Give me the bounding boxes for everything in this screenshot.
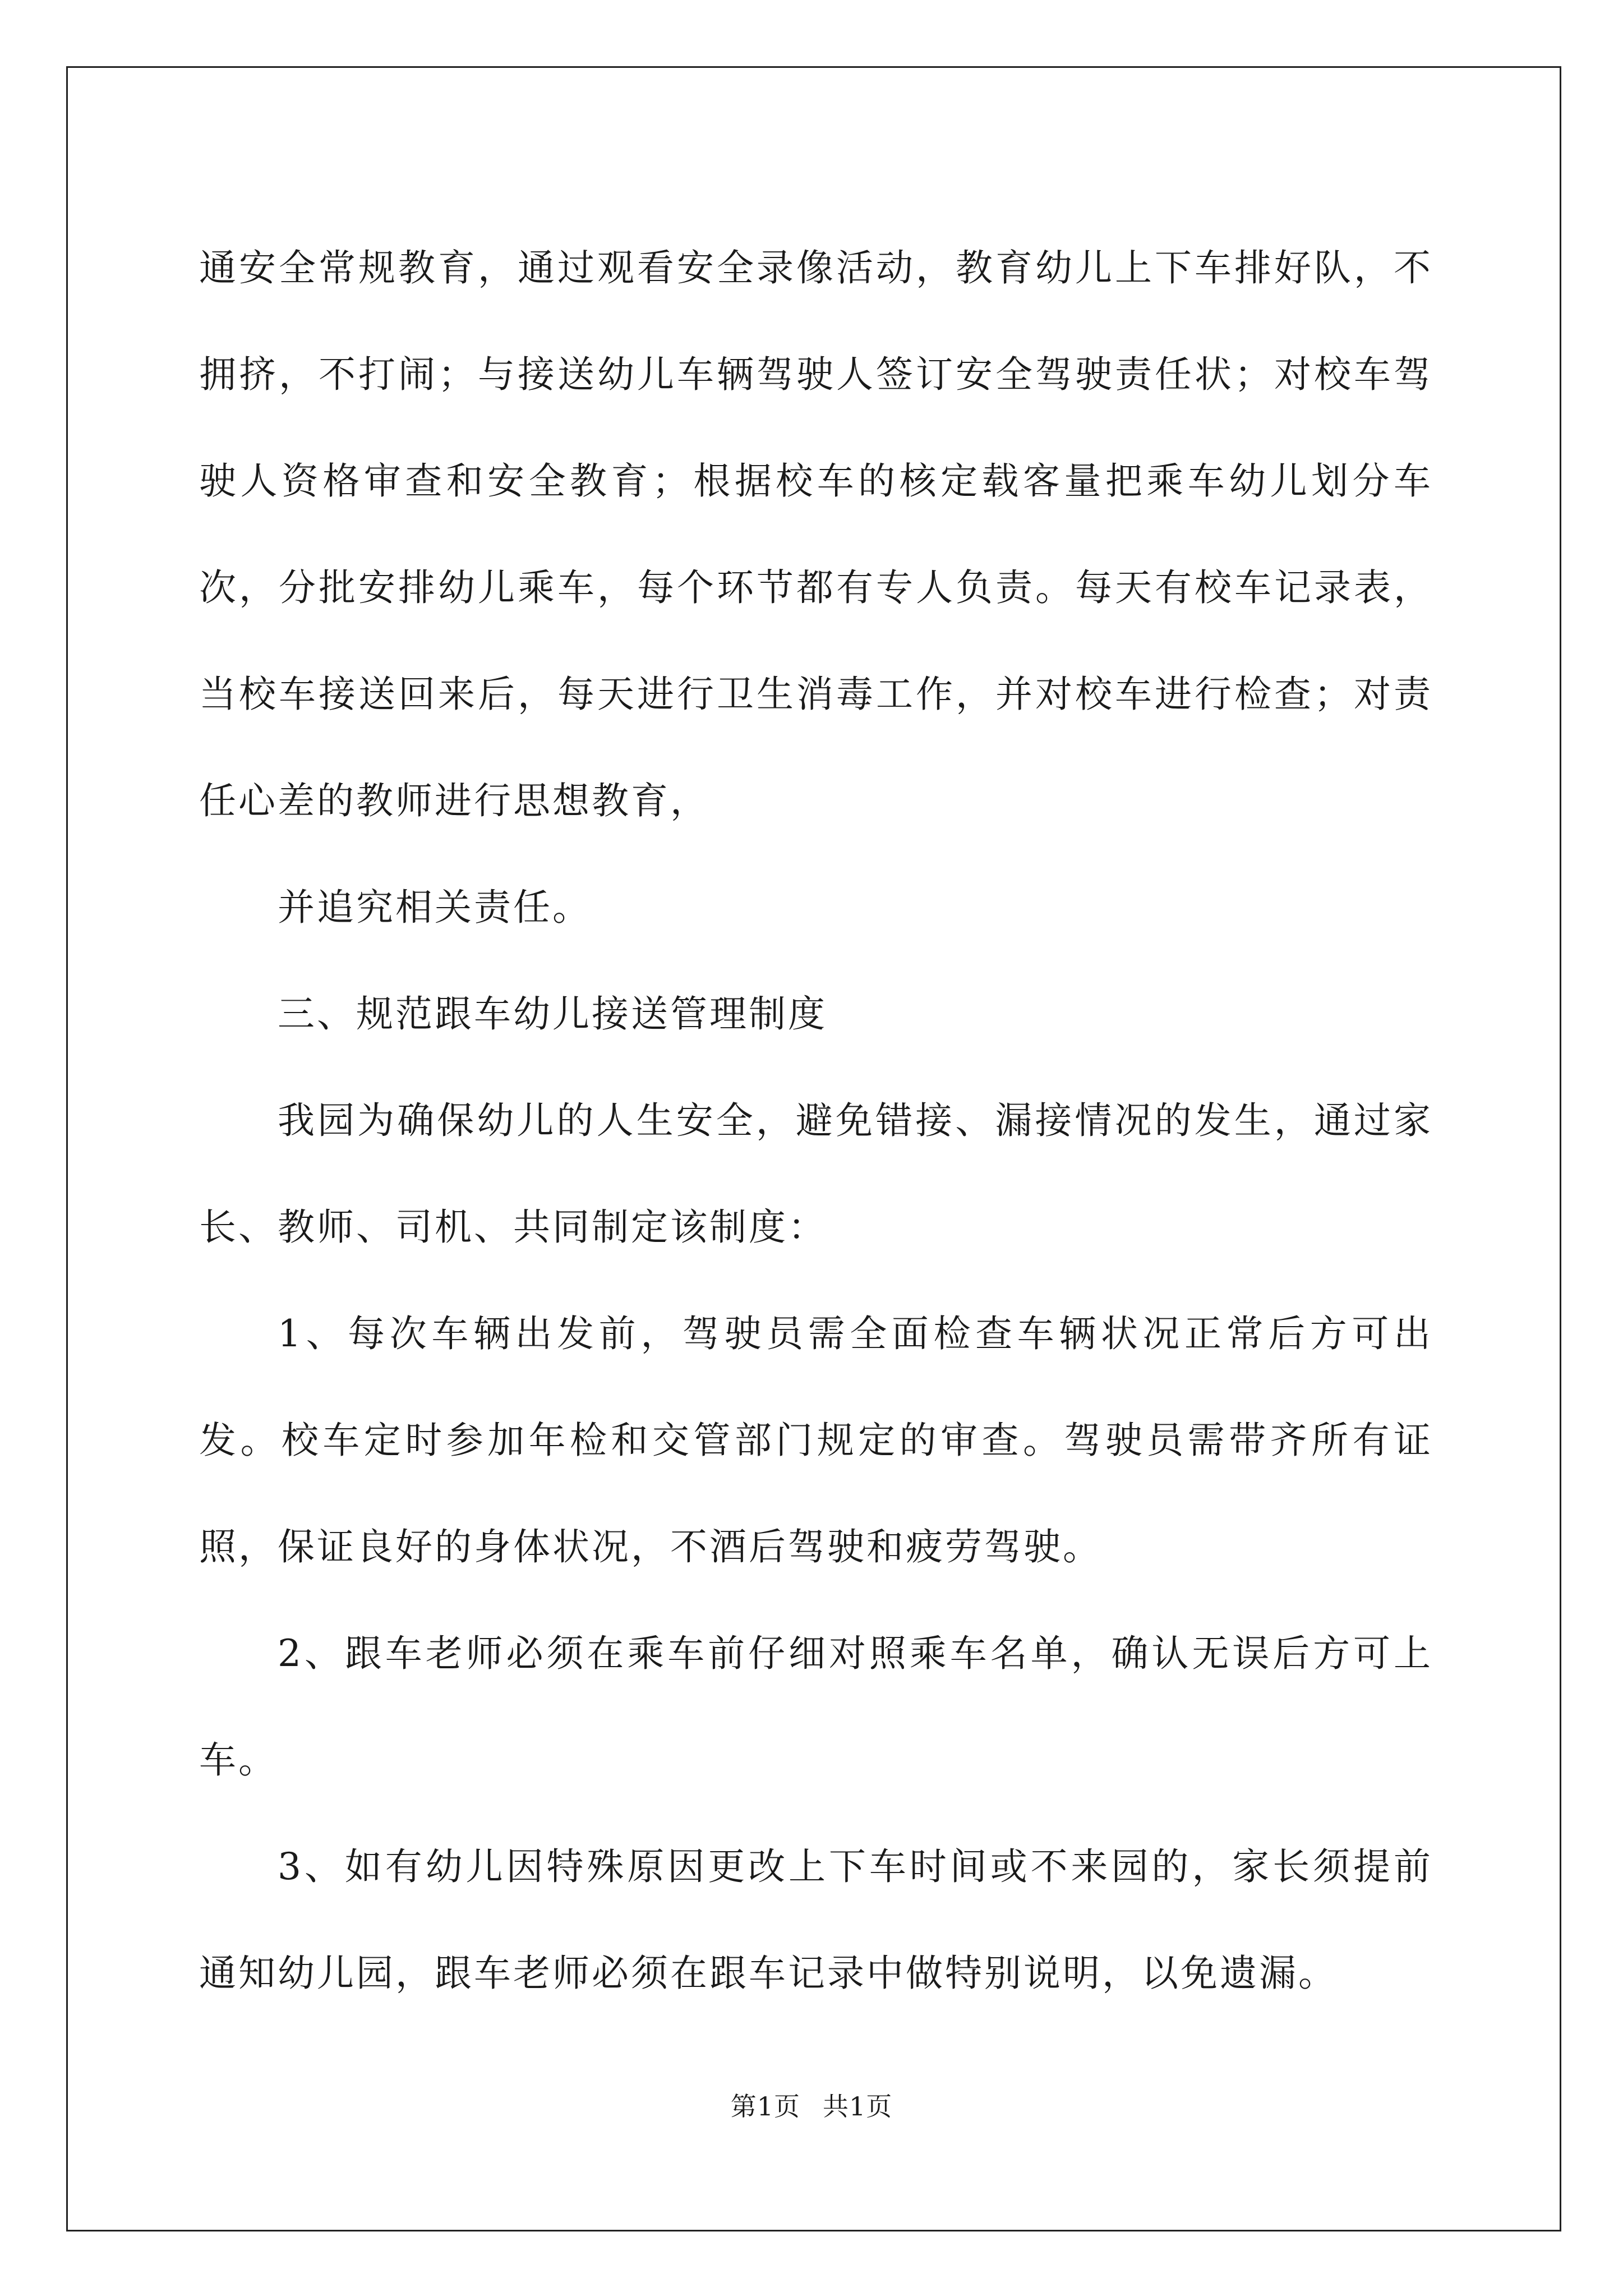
page-footer (0, 2090, 1623, 2123)
rule-item-3: 3、如有幼儿因特殊原因更改上下车时间或不来园的，家长须提前通知幼儿园，跟车老师必须在跟车记录中做特别说明，以免遗漏。 (199, 1845, 1433, 1995)
page-total: 共1页 (823, 2091, 893, 2122)
rule-item-1: 1、每次车辆出发前，驾驶员需全面检查车辆状况正常后方可出发。校车定时参加年检和交管部门规定的审查。驾驶员需带齐所有证照，保证良好的身体状况，不酒后驾驶和疲劳驾驶。 (199, 1312, 1433, 1568)
rule-item-2: 2、跟车老师必须在乘车前仔细对照乘车名单，确认无误后方可上车。 (199, 1632, 1433, 1782)
paragraph-continuation: 通安全常规教育，通过观看安全录像活动，教育幼儿上下车排好队，不拥挤，不打闹；与接送幼儿车辆驾驶人签订安全驾驶责任状；对校车驾驶人资格审查和安全教育；根据校车的核定载客量把乘车幼儿划分车次，分批安排幼儿乘车，每个环节都有专人负责。每天有校车记录表，当校车接送回来后，每天进行卫生消毒工作，并对校车进行检查；对责任心差的教师进行思想教育， (199, 246, 1433, 822)
section-heading: 三、规范跟车幼儿接送管理制度 (278, 992, 827, 1036)
document-body (199, 215, 1433, 2027)
page-number: 第1页 (730, 2091, 800, 2122)
paragraph-intro: 我园为确保幼儿的人生安全，避免错接、漏接情况的发生，通过家长、教师、司机、共同制定该制度： (199, 1099, 1433, 1249)
paragraph-responsibility: 并追究相关责任。 (278, 886, 592, 929)
